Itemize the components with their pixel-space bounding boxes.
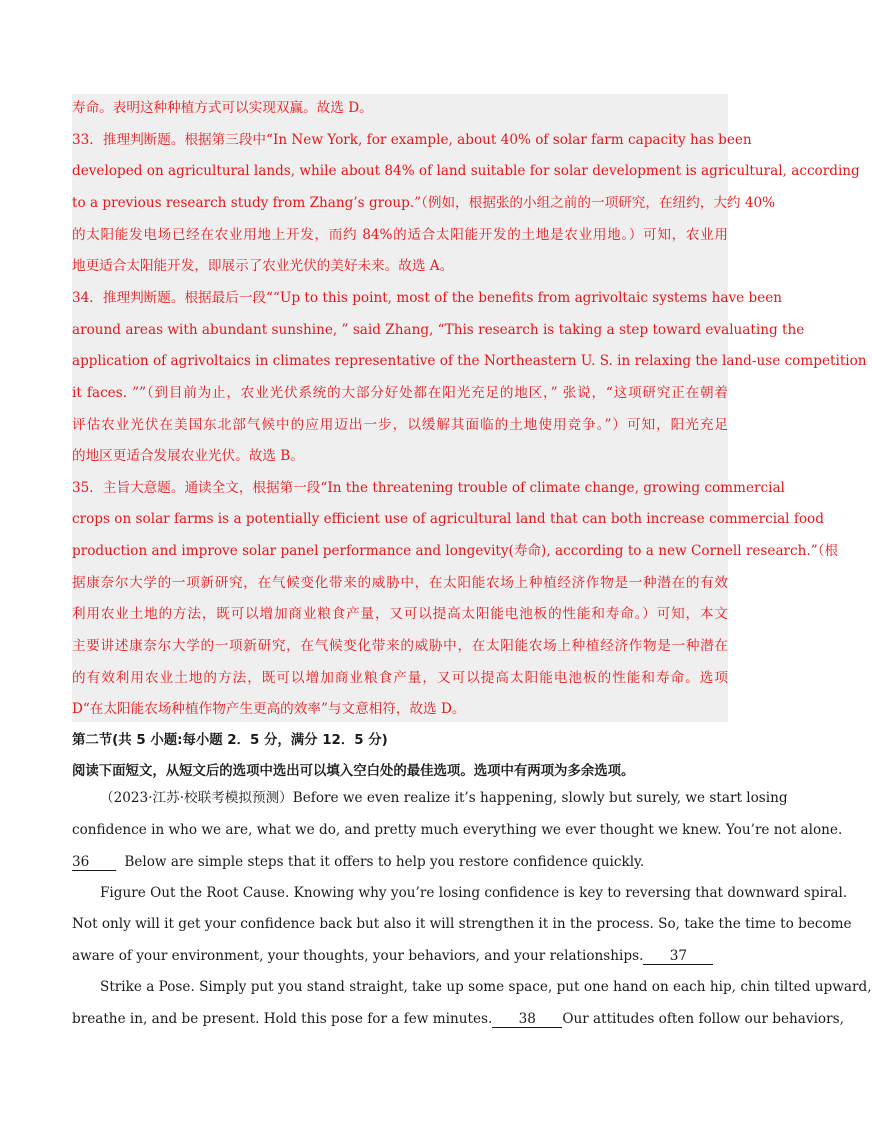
answer-line: D“在太阳能农场种植作物产生更高的效率”与文意相符，故选 D。	[72, 701, 466, 717]
answer-explanation-block	[72, 94, 867, 722]
section-heading: 第二节(共 5 小题:每小题 2．5 分，满分 12．5 分)	[72, 733, 388, 748]
answer-line: 主要讲述康奈尔大学的一项新研究，在气候变化带来的威胁中，在太阳能农场上种植经济作物是一种潜在	[72, 638, 728, 654]
answer-line: 利用农业土地的方法，既可以增加商业粮食产量，又可以提高太阳能电池板的性能和寿命。）可知，本文	[72, 606, 728, 622]
answer-line: to a previous research study from Zhang’s group.”（例如，根据张的小组之前的一项研究，在纽约，大约 40%	[72, 195, 776, 211]
passage-line: aware of your environment, your thoughts, your behaviors, and your relationships. 37	[72, 946, 713, 966]
blank-36[interactable]: 36	[72, 854, 116, 871]
answer-line: production and improve solar panel performance and longevity(寿命), according to a new Cornell research.”（根	[72, 543, 839, 559]
answer-line: 寿命。表明这种种植方式可以实现双赢。故选 D。	[72, 100, 373, 116]
answer-line: 评估农业光伏在美国东北部气候中的应用迈出一步，以缓解其面临的土地使用竞争。”）可知，阳光充足	[72, 417, 728, 433]
answer-line: 33．推理判断题。根据第三段中“In New York, for example, about 40% of solar farm capacity has been	[72, 132, 752, 148]
answer-line: 34．推理判断题。根据最后一段““Up to this point, most of the benefits from agrivoltaic systems have been	[72, 290, 783, 306]
answer-line: developed on agricultural lands, while about 84% of land suitable for solar development is agricultural, according	[72, 163, 860, 179]
answer-line: 地更适合太阳能开发，即展示了农业光伏的美好未来。故选 A。	[72, 258, 454, 274]
section-instruction: 阅读下面短文，从短文后的选项中选出可以填入空白处的最佳选项。选项中有两项为多余选项。	[72, 764, 635, 779]
answer-line: crops on solar farms is a potentially efficient use of agricultural land that can both increase commercial food	[72, 511, 824, 527]
passage-line: confidence in who we are, what we do, and pretty much everything we ever thought we knew. You’re not alone.	[72, 822, 843, 838]
blank-37[interactable]: 37	[643, 948, 713, 965]
passage-line: 36 Below are simple steps that it offers to help you restore confidence quickly.	[72, 854, 645, 870]
passage-line: breathe in, and be present. Hold this pose for a few minutes. 38 Our attitudes often follow our behaviors,	[72, 1011, 844, 1027]
answer-line: 的太阳能发电场已经在农业用地上开发，而约 84%的适合太阳能开发的土地是农业用地。）可知，农业用	[72, 227, 728, 243]
passage-line: （2023·江苏·校联考模拟预测）Before we even realize it’s happening, slowly but surely, we start losing	[100, 790, 788, 806]
passage-line: Strike a Pose. Simply put you stand straight, take up some space, put one hand on each hip, chin tilted upward,	[100, 979, 872, 995]
blank-38[interactable]: 38	[492, 1011, 562, 1028]
answer-line: 的有效利用农业土地的方法，既可以增加商业粮食产量，又可以提高太阳能电池板的性能和寿命。选项	[72, 670, 728, 686]
answer-line: it faces. ””（到目前为止，农业光伏系统的大部分好处都在阳光充足的地区，” 张说，“这项研究正在朝着	[72, 385, 728, 401]
answer-line: around areas with abundant sunshine, ” said Zhang, “This research is taking a step toward evaluating the	[72, 322, 805, 338]
passage-line: Not only will it get your confidence back but also it will strengthen it in the process. So, take the time to become	[72, 916, 852, 932]
answer-line: 的地区更适合发展农业光伏。故选 B。	[72, 448, 304, 464]
passage-line: Figure Out the Root Cause. Knowing why you’re losing confidence is key to reversing that downward spiral.	[100, 885, 848, 901]
answer-line: application of agrivoltaics in climates representative of the Northeastern U. S. in relaxing the land-use competition	[72, 353, 867, 369]
answer-line: 据康奈尔大学的一项新研究，在气候变化带来的威胁中，在太阳能农场上种植经济作物是一种潜在的有效	[72, 575, 728, 591]
answer-line: 35．主旨大意题。通读全文，根据第一段“In the threatening trouble of climate change, growing commercial	[72, 480, 785, 496]
